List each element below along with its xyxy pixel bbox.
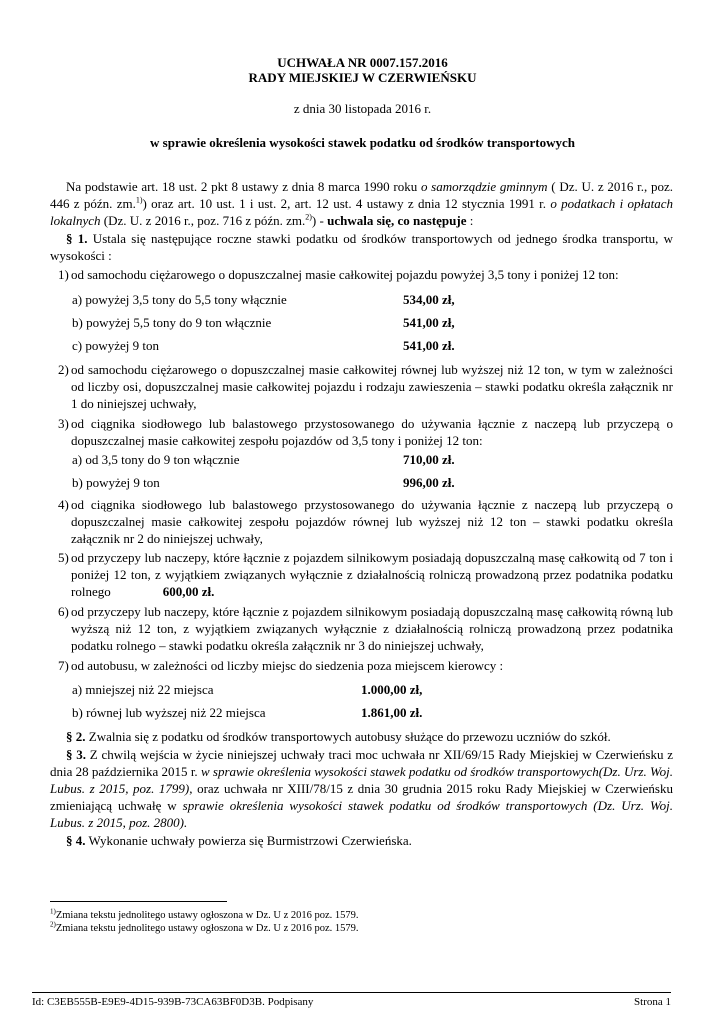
rate-3b-label: b) powyżej 9 ton	[72, 475, 160, 490]
list-item-7: 7) od autobusu, w zależności od liczby miejsc do siedzenia poza miejscem kierowcy :	[58, 658, 504, 673]
rate-7a-value: 1.000,00 zł,	[361, 682, 423, 697]
list-item-1: 1) od samochodu ciężarowego o dopuszczalnej masie całkowitej pojazdu powyżej 3,5 tony i poniżej 12 ton:	[58, 267, 619, 282]
rate-1c-value: 541,00 zł.	[403, 338, 455, 353]
rate-3a-value: 710,00 zł.	[403, 452, 455, 467]
list-item-3: 3) od ciągnika siodłowego lub balastowego przystosowanego do używania łącznie z naczepą lub przyczepą o dopuszczalnej masie całkowitej zespołu pojazdów od 3,5 tony i poniżej 12 ton:	[58, 416, 673, 448]
page-number: Strona 1	[634, 996, 671, 1008]
resolution-date: z dnia 30 listopada 2016 r.	[293, 101, 432, 116]
footnote-2: $^{2)}$Zmiana tekstu jednolitego ustawy ogłoszona w Dz. U z 2016 poz. 1579.	[50, 920, 359, 934]
footer-divider	[32, 992, 671, 993]
section-3: § 3. Z chwilą wejścia w życie niniejszej uchwały traci moc uchwała nr XII/69/15 Rady Miejskiej w Czerwieńsku z dnia 28 października 2015 r. w sprawie określenia wysokości stawek podatku od środków transportowych(Dz. Urz. Woj. Lubus. z 2015, poz. 1799), oraz uchwała nr XIII/78/15 z dnia 30 grudnia 2015 roku Rady Miejskiej w Czerwieńsku zmieniającą uchwałę w sprawie określenia wysokości stawek podatku od środków transportowych (Dz. Urz. Woj. Lubus. z 2015, poz. 2800).	[50, 747, 673, 830]
rate-7a-label: a) mniejszej niż 22 miejsca	[72, 682, 214, 697]
rate-5-value: 600,00 zł.	[162, 584, 215, 599]
list-item-6: 6) od przyczepy lub naczepy, które łącznie z pojazdem silnikowym posiadają dopuszczalną masę całkowitą równą lub wyższą niż 12 ton, z wyjątkiem związanych wyłącznie z działalnością rolniczą prowadzoną przez podatnika podatku rolnego – stawki podatku określa załącznik nr 3 do niniejszej uchwały,	[58, 604, 673, 653]
resolution-number: UCHWAŁA NR 0007.157.2016	[277, 55, 448, 70]
section-1: § 1. Ustala się następujące roczne stawki podatku od środków transportowych od jednego środka transportu, w wysokości :	[50, 231, 673, 263]
rate-1c-label: c) powyżej 9 ton	[72, 338, 160, 353]
preamble: Na podstawie art. 18 ust. 2 pkt 8 ustawy z dnia 8 marca 1990 roku o samorządzie gminnym ( Dz. U. z 2016 r., poz. 446 z późn. zm.$^{1)}$) oraz art. 10 ust. 1 i ust. 2, art. 12 ust. 4 ustawy z dnia 12 stycznia 1991 r. o podatkach i opłatach lokalnych (Dz. U. z 2016 r., poz. 716 z późn. zm.$^{2)}$) - uchwala się, co następuje :	[50, 179, 674, 228]
footnote-ref-1: 1)	[135, 195, 143, 205]
section-4: § 4. Wykonanie uchwały powierza się Burmistrzowi Czerwieńska.	[66, 833, 412, 848]
rate-7b-label: b) równej lub wyższej niż 22 miejsca	[72, 705, 266, 720]
footnote-divider	[50, 901, 227, 902]
rate-1b-value: 541,00 zł,	[403, 315, 455, 330]
resolution-subject: w sprawie określenia wysokości stawek podatku od środków transportowych	[150, 135, 575, 150]
section-2: § 2. Zwalnia się z podatku od środków transportowych autobusy służące do przewozu uczniów do szkół.	[66, 729, 611, 744]
rate-1a-label: a) powyżej 3,5 tony do 5,5 tony włącznie	[72, 292, 287, 307]
document-id: Id: C3EB555B-E9E9-4D15-939B-73CA63BF0D3B. Podpisany	[32, 996, 314, 1008]
council-name: RADY MIEJSKIEJ W CZERWIEŃSKU	[248, 70, 477, 85]
list-item-5: 5) od przyczepy lub naczepy, które łącznie z pojazdem silnikowym posiadają dopuszczalną masę całkowitą od 7 ton i poniżej 12 ton, z wyjątkiem związanych wyłącznie z działalnością rolniczą prowadzoną przez podatnika podatku rolnego 600,00 zł.	[58, 550, 673, 599]
rate-7b-value: 1.861,00 zł.	[361, 705, 423, 720]
list-item-4: 4) od ciągnika siodłowego lub balastowego przystosowanego do używania łącznie z naczepą lub przyczepą o dopuszczalnej masie całkowitej zespołu pojazdów równej lub wyższej niż 12 ton – stawki podatku określa załącznik nr 2 do niniejszej uchwały,	[58, 497, 673, 546]
rate-3a-label: a) od 3,5 tony do 9 ton włącznie	[72, 452, 240, 467]
rate-1b-label: b) powyżej 5,5 tony do 9 ton włącznie	[72, 315, 272, 330]
footnote-1: $^{1)}$Zmiana tekstu jednolitego ustawy ogłoszona w Dz. U z 2016 poz. 1579.	[50, 907, 359, 921]
list-item-2: 2) od samochodu ciężarowego o dopuszczalnej masie całkowitej równej lub wyższej niż 12 ton, w tym w zależności od liczby osi, dopuszczalnej masie całkowitej pojazdu i rodzaju zawieszenia – stawki podatku określa załącznik nr 1 do niniejszej uchwały,	[58, 362, 673, 411]
footnote-ref-2: 2)	[305, 212, 312, 222]
rate-3b-value: 996,00 zł.	[403, 475, 455, 490]
rate-1a-value: 534,00 zł,	[403, 292, 455, 307]
